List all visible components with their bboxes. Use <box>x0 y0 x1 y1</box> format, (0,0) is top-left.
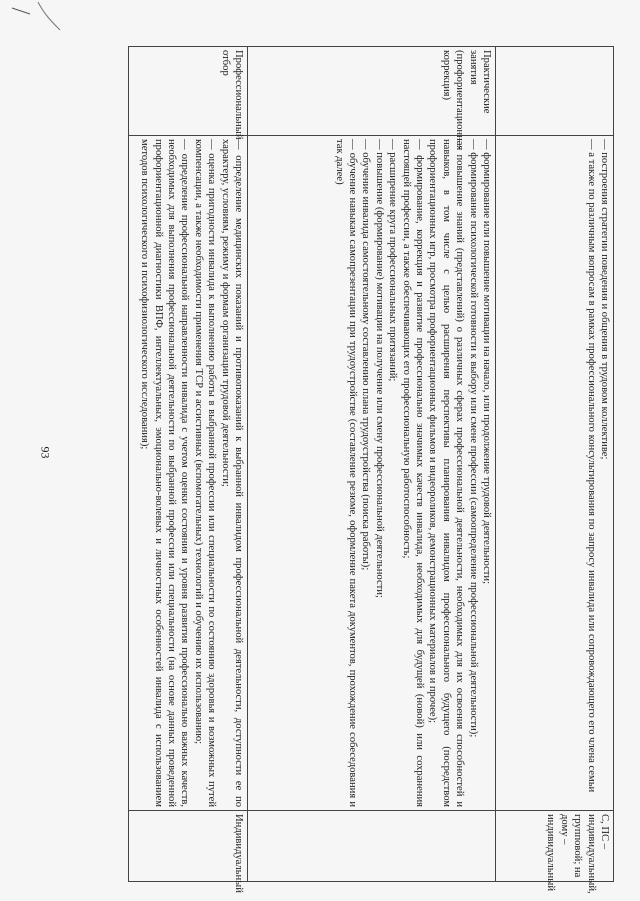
table-row <box>496 47 614 882</box>
row-content-cell <box>248 136 496 811</box>
content-line: — определение медицинских показаний и противопоказаний к выбранной инвалидом профессиональной деятельности, доступности ее по характеру, условиям, режиму и формам организации трудовой деятельности; <box>219 139 244 807</box>
rotated-table-wrapper <box>128 46 614 894</box>
page-number: 93 <box>38 446 53 459</box>
row-name-cell: Практические занятия (профориентационная коррекция) <box>248 47 496 136</box>
content-line: — определение профессиональной направленности инвалида с учетом оценки состояния и уровня развития профессионально важных качеств, необходимых для выполнения профессиональной деятельности по выбранной профессии или специальности (на основе данных проведенной профориентационной диагностики ВПФ, интеллектуальных, эмоционально-волевых и личностных особенностей инвалида с использованием методов психологического и психофизиологического исследования); <box>139 139 191 807</box>
content-line: — а также по различным вопросам в рамках профессионального консультирования по запросу инвалида или сопровождающего его члена семьи <box>585 139 597 793</box>
content-line: — оценка пригодности инвалида к выполнению работы в выбранной профессии или специальности по состоянию здоровья и возможных путей компенсации, а также необходимости применения ТСР и ассистивных (вспомогательных) технологий и обучению их использованию; <box>192 139 218 807</box>
services-table <box>128 46 614 894</box>
content-line: — расширение круга профессиональных притязаний; <box>387 139 399 382</box>
table-row <box>248 47 496 882</box>
content-line: — обучение инвалида самостоятельному составлению плана трудоустройства (поиска работы); <box>360 139 372 571</box>
content-line: — формирование или повышение мотивации на начало, или продолжение трудовой деятельности; <box>481 139 492 585</box>
row-content-cell <box>129 136 248 811</box>
content-line: — повышение (формирование) мотивации на получение или смену профессиональной деятельности; <box>373 139 385 598</box>
row-name-cell <box>496 47 614 136</box>
row-form-cell <box>248 811 496 882</box>
row-form-cell: Индивидуальный <box>129 811 248 882</box>
content-line: — обучение навыкам самопрезентации при трудоустройстве (составление резюме, оформление пакета документов, прохождение собеседования и так далее) <box>333 139 358 807</box>
row-name-cell: Профессиональный отбор <box>129 47 248 136</box>
table-row <box>129 47 248 882</box>
content-line: — формирование психологической готовности к выбору или смене профессии (самоопределение профессиональной деятельности); <box>467 139 479 738</box>
scan-mark-icon <box>8 0 68 40</box>
row-form-cell: С, ПС – индивидуальный, групповой; на дому – индивидуальный <box>496 811 614 882</box>
content-line: — построения стратегии поведения и общения в трудовом коллективе; <box>599 139 610 460</box>
content-line: — повышение знаний (представлений) о различных сферах профессиональной деятельности, необходимых для их освоения способностей и навыков, в том числе с целью расширения перспективы планирования инвалидом профессионального будущего (посредством профориентационных игр, просмотра профориентационных фильмов и видеороликов, демонстрационных материалов и прочее); <box>427 139 466 807</box>
row-content-cell <box>496 136 614 811</box>
content-line: — формирование, коррекция и развитие профессионально значимых качеств инвалида, необходимых для будущей (новой) или сохранения настоящей профессии, а также обеспечивающих его профессиональную работоспособность; <box>400 139 425 807</box>
